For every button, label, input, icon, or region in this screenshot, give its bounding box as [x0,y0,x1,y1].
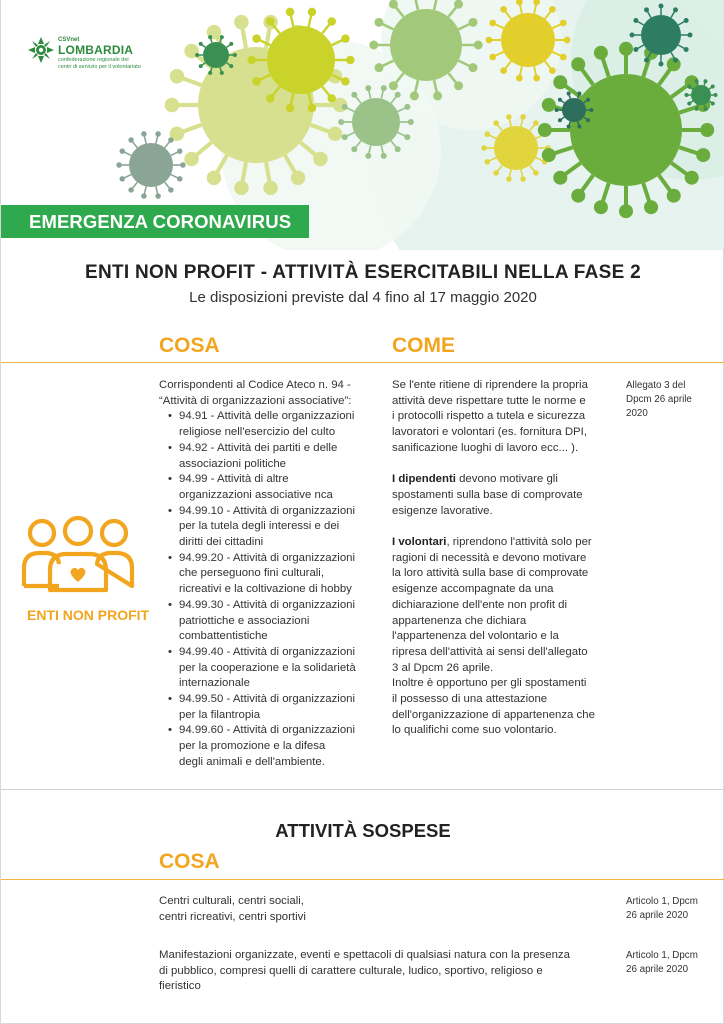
come-heading: COME [392,334,455,357]
sospese-row-2-ref-line-1: Articolo 1, Dpcm [626,950,698,961]
come-paragraph-1-line: i protocolli rispetto a tutela e sicurezza [392,410,586,423]
come-paragraph-3-line: dell'organizzazione di appartenenza che [392,708,595,721]
ateco-activity-item [159,598,374,645]
ateco-activity-line: associazioni politiche [179,457,287,470]
ateco-activity-item [159,723,374,770]
ateco-activity-item [159,441,374,472]
ateco-activity-line: • 94.99.10 - Attività di organizzazioni [179,504,356,517]
cosa-intro-line-2: “Attività di organizzazioni associative”: [159,394,352,407]
come-paragraph-3-line: Inoltre è opportuno per gli spostamenti [392,677,587,690]
people-group-icon [19,512,137,594]
csvnet-logo [27,36,197,76]
sospese-row-1-reference [626,895,718,923]
come-dipendenti-line-rest: devono motivare gli [455,473,558,486]
logo-name: LOMBARDIA [58,43,134,57]
ateco-activity-item [159,504,374,551]
page-title: ENTI NON PROFIT - ATTIVITÀ ESERCITABILI NELLA FASE 2 [84,262,642,283]
ateco-activity-line: • 94.99.60 - Attività di organizzazioni [179,724,356,737]
ateco-activity-line: • 94.99.20 - Attività di organizzazioni [179,551,356,564]
come-paragraph-3-line: ripresa dell'attività ai sensi dell'allegato [392,645,588,658]
ateco-activity-line: • 94.99.40 - Attività di organizzazioni [179,645,356,658]
sospese-row-2-reference [626,949,718,977]
ateco-activity-item [159,409,374,440]
come-paragraph-1-line: Se l'ente ritiene di riprendere la propria [392,379,588,391]
section-separator [1,789,724,790]
ateco-activity-item [159,551,374,598]
logo-small-text: CSVnet [58,37,80,43]
come-paragraph-2-line: spostamenti sulla base di comprovate [392,488,583,501]
ateco-activity-line: patriottiche e associazioni [179,614,310,627]
ateco-activity-line: che perseguono fini culturali, [179,567,325,580]
come-paragraph-3-line: il possesso di una attestazione [392,693,548,706]
come-paragraph-3-line: la loro attività sulla base di comprovate [392,567,589,580]
ateco-activity-line: • 94.91 - Attività delle organizzazioni [179,410,355,423]
sospese-row-1-line-1: Centri culturali, centri sociali, [159,895,304,907]
reference-line-3: 2020 [626,407,648,419]
come-volontari-line [392,535,617,551]
sospese-row-2-text [159,948,619,995]
ateco-activity-line: per la tutela degli interessi e dei [179,520,340,533]
csvnet-logo-icon [27,36,55,64]
come-volontari-line-rest: , riprendono l'attività solo per [446,536,592,548]
ateco-activity-line: per la cooperazione e la solidarietà [179,661,356,674]
come-paragraph-3-line: lo qualifichi come suo volontario. [392,724,557,737]
come-paragraph-3-line: dichiarazione dell'ente non profit di [392,598,568,611]
ateco-activity-item [159,645,374,692]
ateco-activity-line: organizzazioni associative nca [179,488,333,501]
ateco-activity-line: per la filantropia [179,708,261,721]
ateco-activity-line: religiose nell'esercizio del culto [179,426,336,439]
sospese-row-2-line-1: Manifestazioni organizzate, eventi e spettacoli di qualsiasi natura con la presenza [159,949,570,961]
virus-gray-left [116,131,185,199]
come-paragraph-3-line: appartenenza che dichiara [392,614,527,627]
ateco-activity-line: per la promozione e la difesa [179,740,326,753]
logo-subtitle-line-1: confederazione regionale dei [58,57,129,63]
ateco-activity-line: ricreativi e la coltivazione di hobby [179,583,352,596]
ateco-activity-line: diritti dei cittadini [179,536,264,549]
come-description [392,378,617,739]
come-volontari-line-bold: I volontari [392,536,447,548]
people-group-icon-svg [19,512,137,594]
come-paragraph-3-line: ragioni di necessità e devono motivare [392,551,587,564]
come-dipendenti-line-bold: I dipendenti [392,473,456,486]
ateco-activity-line: • 94.99.30 - Attività di organizzazioni [179,598,356,611]
sospese-cosa-heading: COSA [159,850,220,873]
section-1-divider [1,362,724,363]
come-dipendenti-line [392,472,617,488]
sospese-row-1-line-2: centri ricreativi, centri sportivi [159,910,306,923]
come-paragraph-2-line: esigenze lavorative. [392,504,493,517]
ateco-activity-line: • 94.92 - Attività dei partiti e delle [179,441,338,454]
ateco-activity-line: internazionale [179,677,250,690]
logo-subtitle-line-2: centri di servizio per il volontariato [58,64,141,70]
cosa-intro-line-1: Corrispondenti al Codice Ateco n. 94 - [159,379,351,391]
sospese-row-2-line-3: fieristico [159,980,201,993]
enti-non-profit-label: ENTI NON PROFIT [27,607,150,623]
cosa-heading: COSA [159,334,220,357]
come-paragraph-1-line: sanificazione luoghi di lavoro ecc... ). [392,441,579,454]
come-paragraph-1-line: attività deve rispettare tutte le norme e [392,394,586,407]
ateco-activity-item [159,472,374,503]
ateco-activity-line: • 94.99 - Attività di altre [179,473,289,486]
ateco-activity-line: • 94.99.50 - Attività di organizzazioni [179,693,356,706]
sospese-row-2-ref-line-2: 26 aprile 2020 [626,963,689,975]
sospese-row-1-ref-line-1: Articolo 1, Dpcm [626,896,698,907]
sospese-row-1-ref-line-2: 26 aprile 2020 [626,909,689,921]
ateco-activity-list [159,409,374,770]
emergency-banner-text: EMERGENZA CORONAVIRUS [29,211,292,232]
reference-line-1: Allegato 3 del [626,380,686,391]
reference-line-2: Dpcm 26 aprile [626,393,692,405]
come-paragraph-3-line: l'appartenenza del volontario e la [392,630,559,643]
sospese-row-2-line-2: di pubblico, compresi quelli di carattere culturale, ludico, sportivo, religioso e [159,964,543,977]
page-subtitle: Le disposizioni previste dal 4 fino al 17 maggio 2020 [189,289,537,306]
sospese-row-1-text [159,894,599,925]
come-paragraph-3-line: 3 al Dpcm 26 aprile. [392,661,494,674]
emergency-banner [1,205,309,238]
cosa-description [159,378,374,771]
ateco-activity-line: combattentistiche [179,630,268,643]
allegato-reference [626,379,716,420]
section-2-divider [1,879,724,880]
ateco-activity-item [159,692,374,723]
come-paragraph-1-line: lavoratori e volontari (es. fornitura DPI, [392,426,587,439]
come-paragraph-3-line: esigenze accompagnate da una [392,583,554,596]
ateco-activity-line: degli animali e dell'ambiente. [179,755,325,768]
attivita-sospese-heading: ATTIVITÀ SOSPESE [275,820,451,841]
